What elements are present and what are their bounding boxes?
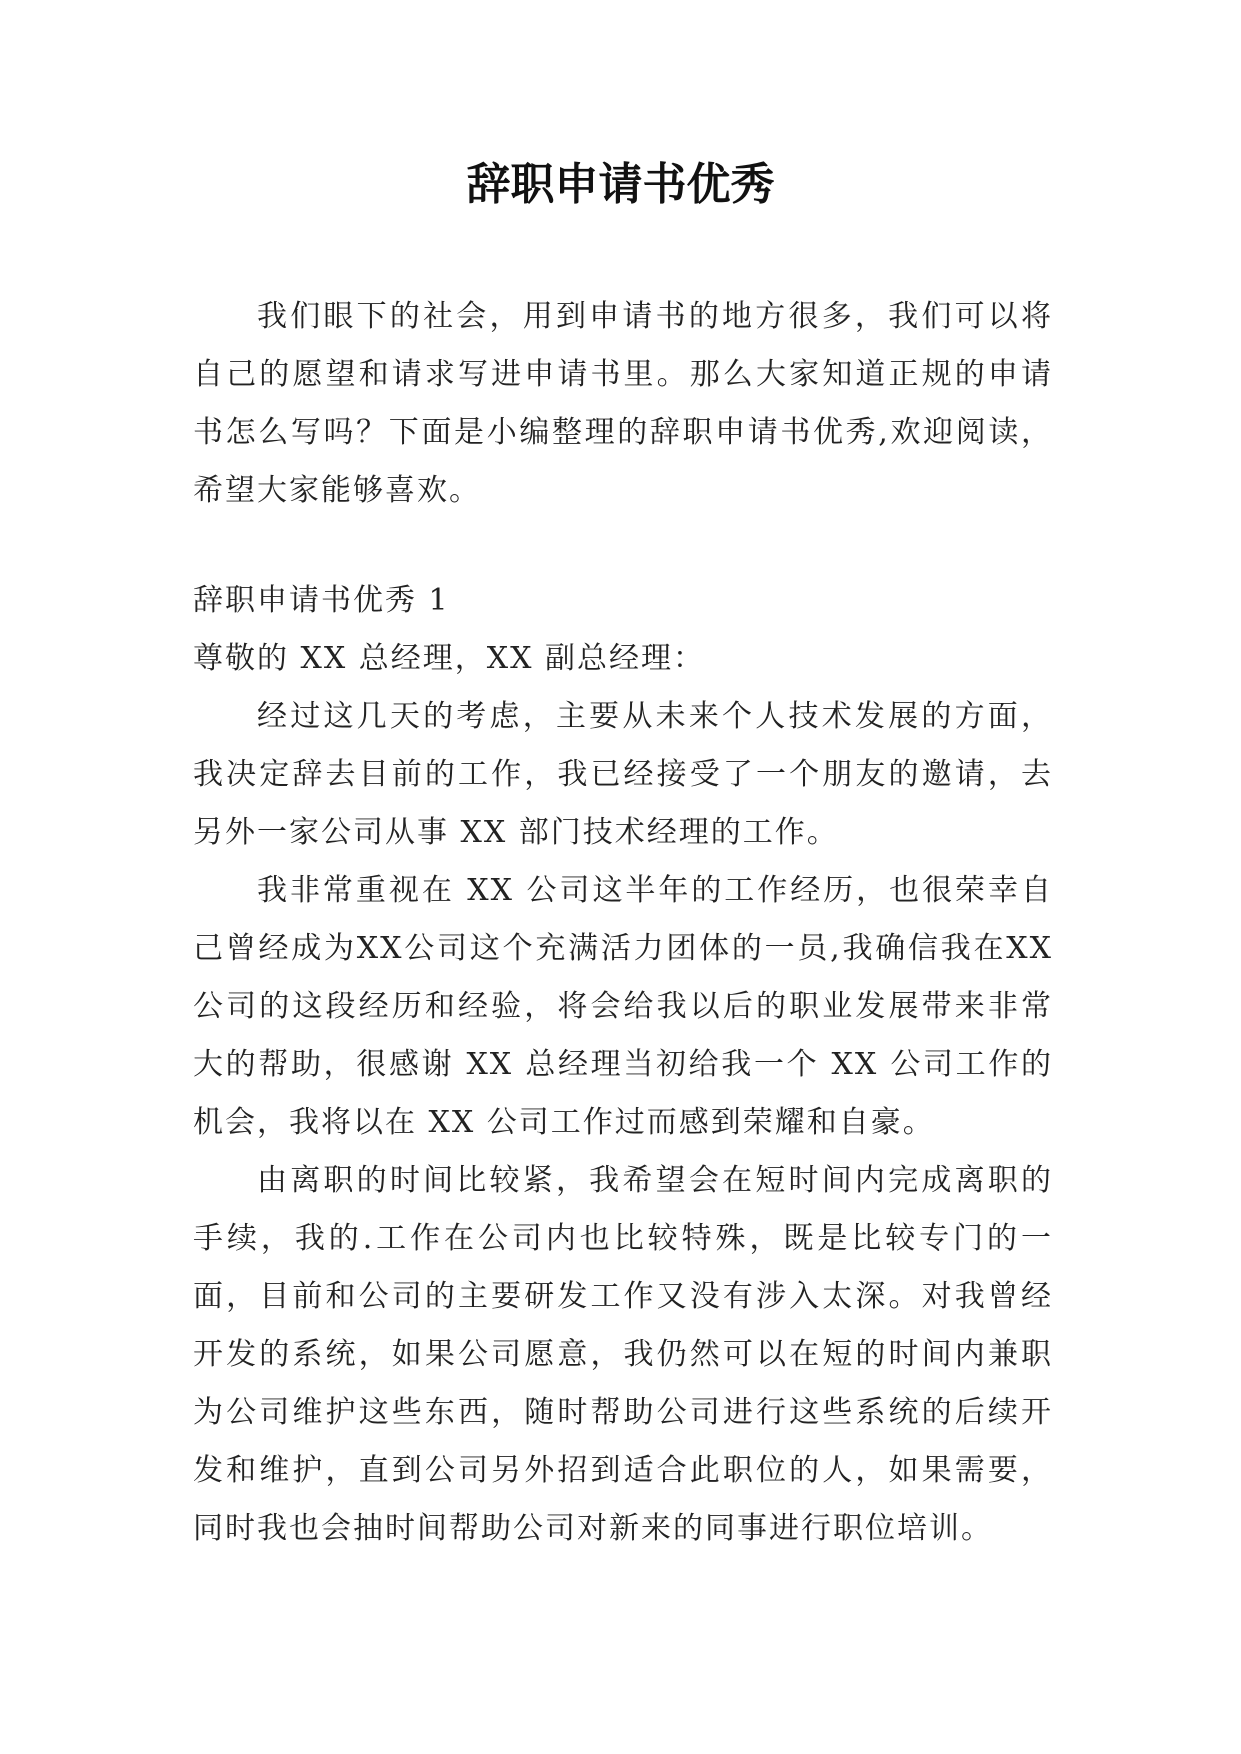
body-paragraph-3: 由离职的时间比较紧，我希望会在短时间内完成离职的手续，我的.工作在公司内也比较特殊，既是比较专门的一面，目前和公司的主要研发工作又没有涉入太深。对我曾经开发的系统，如果公司愿意，我仍然可以在短的时间内兼职为公司维护这些东西，随时帮助公司进行这些系统的后续开发和维护，直到公司另外招到适合此职位的人，如果需要，同时我也会抽时间帮助公司对新来的同事进行职位培训。 bbox=[193, 1163, 1053, 1546]
salutation: 尊敬的 XX 总经理，XX 副总经理： bbox=[193, 641, 706, 676]
intro-paragraph: 我们眼下的社会，用到申请书的地方很多，我们可以将自己的愿望和请求写进申请书里。那么大家知道正规的申请书怎么写吗？下面是小编整理的辞职申请书优秀,欢迎阅读，希望大家能够喜欢。 bbox=[193, 299, 1053, 508]
body-paragraph-2: 我非常重视在 XX 公司这半年的工作经历，也很荣幸自己曾经成为XX公司这个充满活力团体的一员,我确信我在XX公司的这段经历和经验，将会给我以后的职业发展带来非常大的帮助，很感谢 XX 总经理当初给我一个 XX 公司工作的机会，我将以在 XX 公司工作过而感到荣耀和自豪。 bbox=[193, 873, 1053, 1140]
document-title: 辞职申请书优秀 bbox=[466, 159, 775, 210]
document-body bbox=[193, 288, 1053, 1558]
section-heading: 辞职申请书优秀 1 bbox=[193, 583, 450, 618]
body-paragraph-1: 经过这几天的考虑，主要从未来个人技术发展的方面，我决定辞去目前的工作，我已经接受了一个朋友的邀请，去另外一家公司从事 XX 部门技术经理的工作。 bbox=[193, 699, 1053, 850]
